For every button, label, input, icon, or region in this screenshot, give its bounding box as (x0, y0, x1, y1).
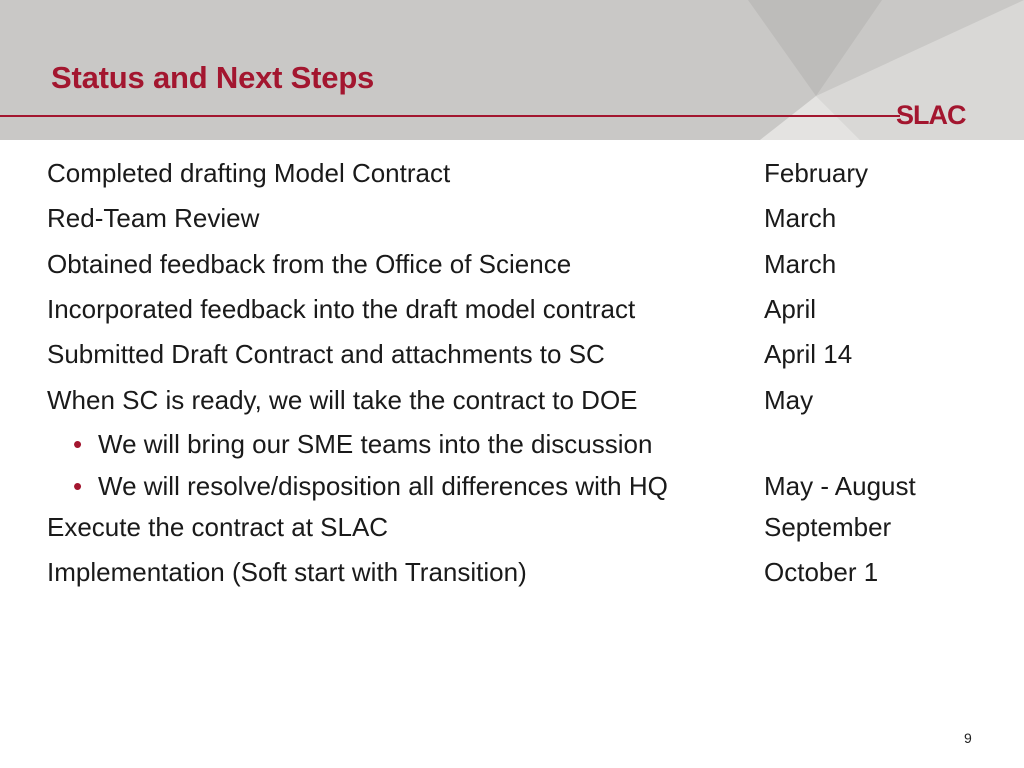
item-date: October 1 (764, 557, 879, 587)
list-item (0, 339, 1024, 379)
slide-header (0, 0, 1024, 140)
item-text: Implementation (Soft start with Transition) (47, 557, 527, 587)
list-item (0, 158, 1024, 198)
item-date: April 14 (764, 339, 853, 369)
item-date: March (764, 203, 837, 233)
item-text: We will bring our SME teams into the discussion (98, 429, 653, 459)
list-item (0, 512, 1024, 552)
title-rule (0, 115, 900, 117)
slac-logo: SLAC (896, 100, 966, 130)
item-text: Red-Team Review (47, 203, 260, 233)
item-text: We will resolve/disposition all differences with HQ (98, 471, 668, 501)
bullet-icon: • (73, 429, 83, 459)
item-date: May - August (764, 471, 916, 501)
item-date: February (764, 158, 869, 188)
list-item (0, 557, 1024, 597)
item-text: Execute the contract at SLAC (47, 512, 389, 542)
sub-list-item (0, 429, 1024, 469)
item-text: Completed drafting Model Contract (47, 158, 451, 188)
list-item (0, 294, 1024, 334)
page-title: Status and Next Steps (51, 60, 375, 95)
item-date: March (764, 249, 837, 279)
item-date: April (764, 294, 817, 324)
list-item (0, 385, 1024, 425)
item-text: When SC is ready, we will take the contract to DOE (47, 385, 638, 415)
sub-list-item (0, 471, 1024, 511)
page-number: 9 (964, 730, 972, 746)
item-text: Incorporated feedback into the draft model contract (47, 294, 636, 324)
item-text: Obtained feedback from the Office of Science (47, 249, 572, 279)
list-item (0, 203, 1024, 243)
item-date: September (764, 512, 892, 542)
item-text: Submitted Draft Contract and attachments to SC (47, 339, 605, 369)
list-item (0, 249, 1024, 289)
bullet-icon: • (73, 471, 83, 501)
item-date: May (764, 385, 814, 415)
